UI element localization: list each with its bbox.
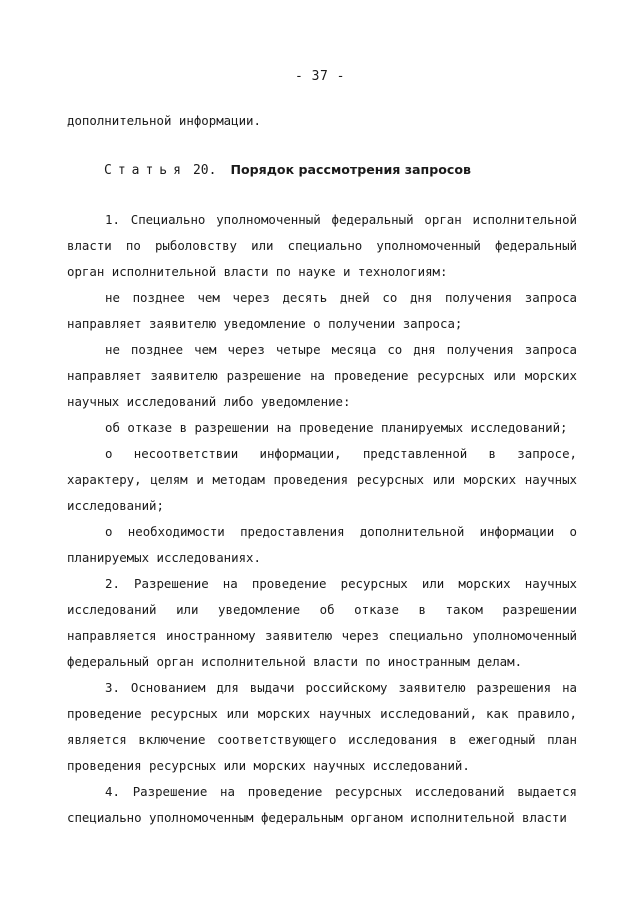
article-title: Порядок рассмотрения запросов bbox=[230, 162, 472, 177]
article-label: Статья bbox=[104, 163, 187, 178]
paragraph-5: о несоответствии информации, представленной в запросе, характеру, целям и методам проведения ресурсных или морских научных исследований; bbox=[67, 446, 577, 513]
article-body bbox=[67, 207, 577, 831]
paragraph-3: не позднее чем через четыре месяца со дня получения запроса направляет заявителю разрешение на проведение ресурсных или морских научных исследований либо уведомление: bbox=[67, 342, 577, 409]
continuation-text bbox=[67, 108, 577, 134]
paragraph-2: не позднее чем через десять дней со дня получения запроса направляет заявителю уведомление о получении запроса; bbox=[67, 290, 577, 331]
paragraph-1: 1. Специально уполномоченный федеральный орган исполнительной власти по рыболовству или специально уполномоченный федеральный орган исполнительной власти по науке и технологиям: bbox=[67, 212, 577, 279]
page-number: - 37 - bbox=[295, 69, 345, 84]
paragraph-6: о необходимости предоставления дополнительной информации о планируемых исследованиях. bbox=[67, 524, 577, 565]
continuation-line: дополнительной информации. bbox=[67, 113, 261, 128]
article-heading bbox=[104, 160, 471, 181]
paragraph-7: 2. Разрешение на проведение ресурсных или морских научных исследований или уведомление об отказе в таком разрешении направляется иностранному заявителю через специально уполномоченный федеральный орган исполнительной власти по иностранным делам. bbox=[67, 576, 577, 669]
paragraph-4: об отказе в разрешении на проведение планируемых исследований; bbox=[105, 420, 568, 435]
paragraph-9: 4. Разрешение на проведение ресурсных исследований выдается специально уполномоченным федеральным органом исполнительной власти bbox=[67, 784, 577, 825]
article-number: 20. bbox=[192, 163, 217, 178]
paragraph-8: 3. Основанием для выдачи российскому заявителю разрешения на проведение ресурсных или морских научных исследований, как правило, является включение соответствующего исследования в ежегодный план проведения ресурсных или морских научных исследований. bbox=[67, 680, 577, 773]
